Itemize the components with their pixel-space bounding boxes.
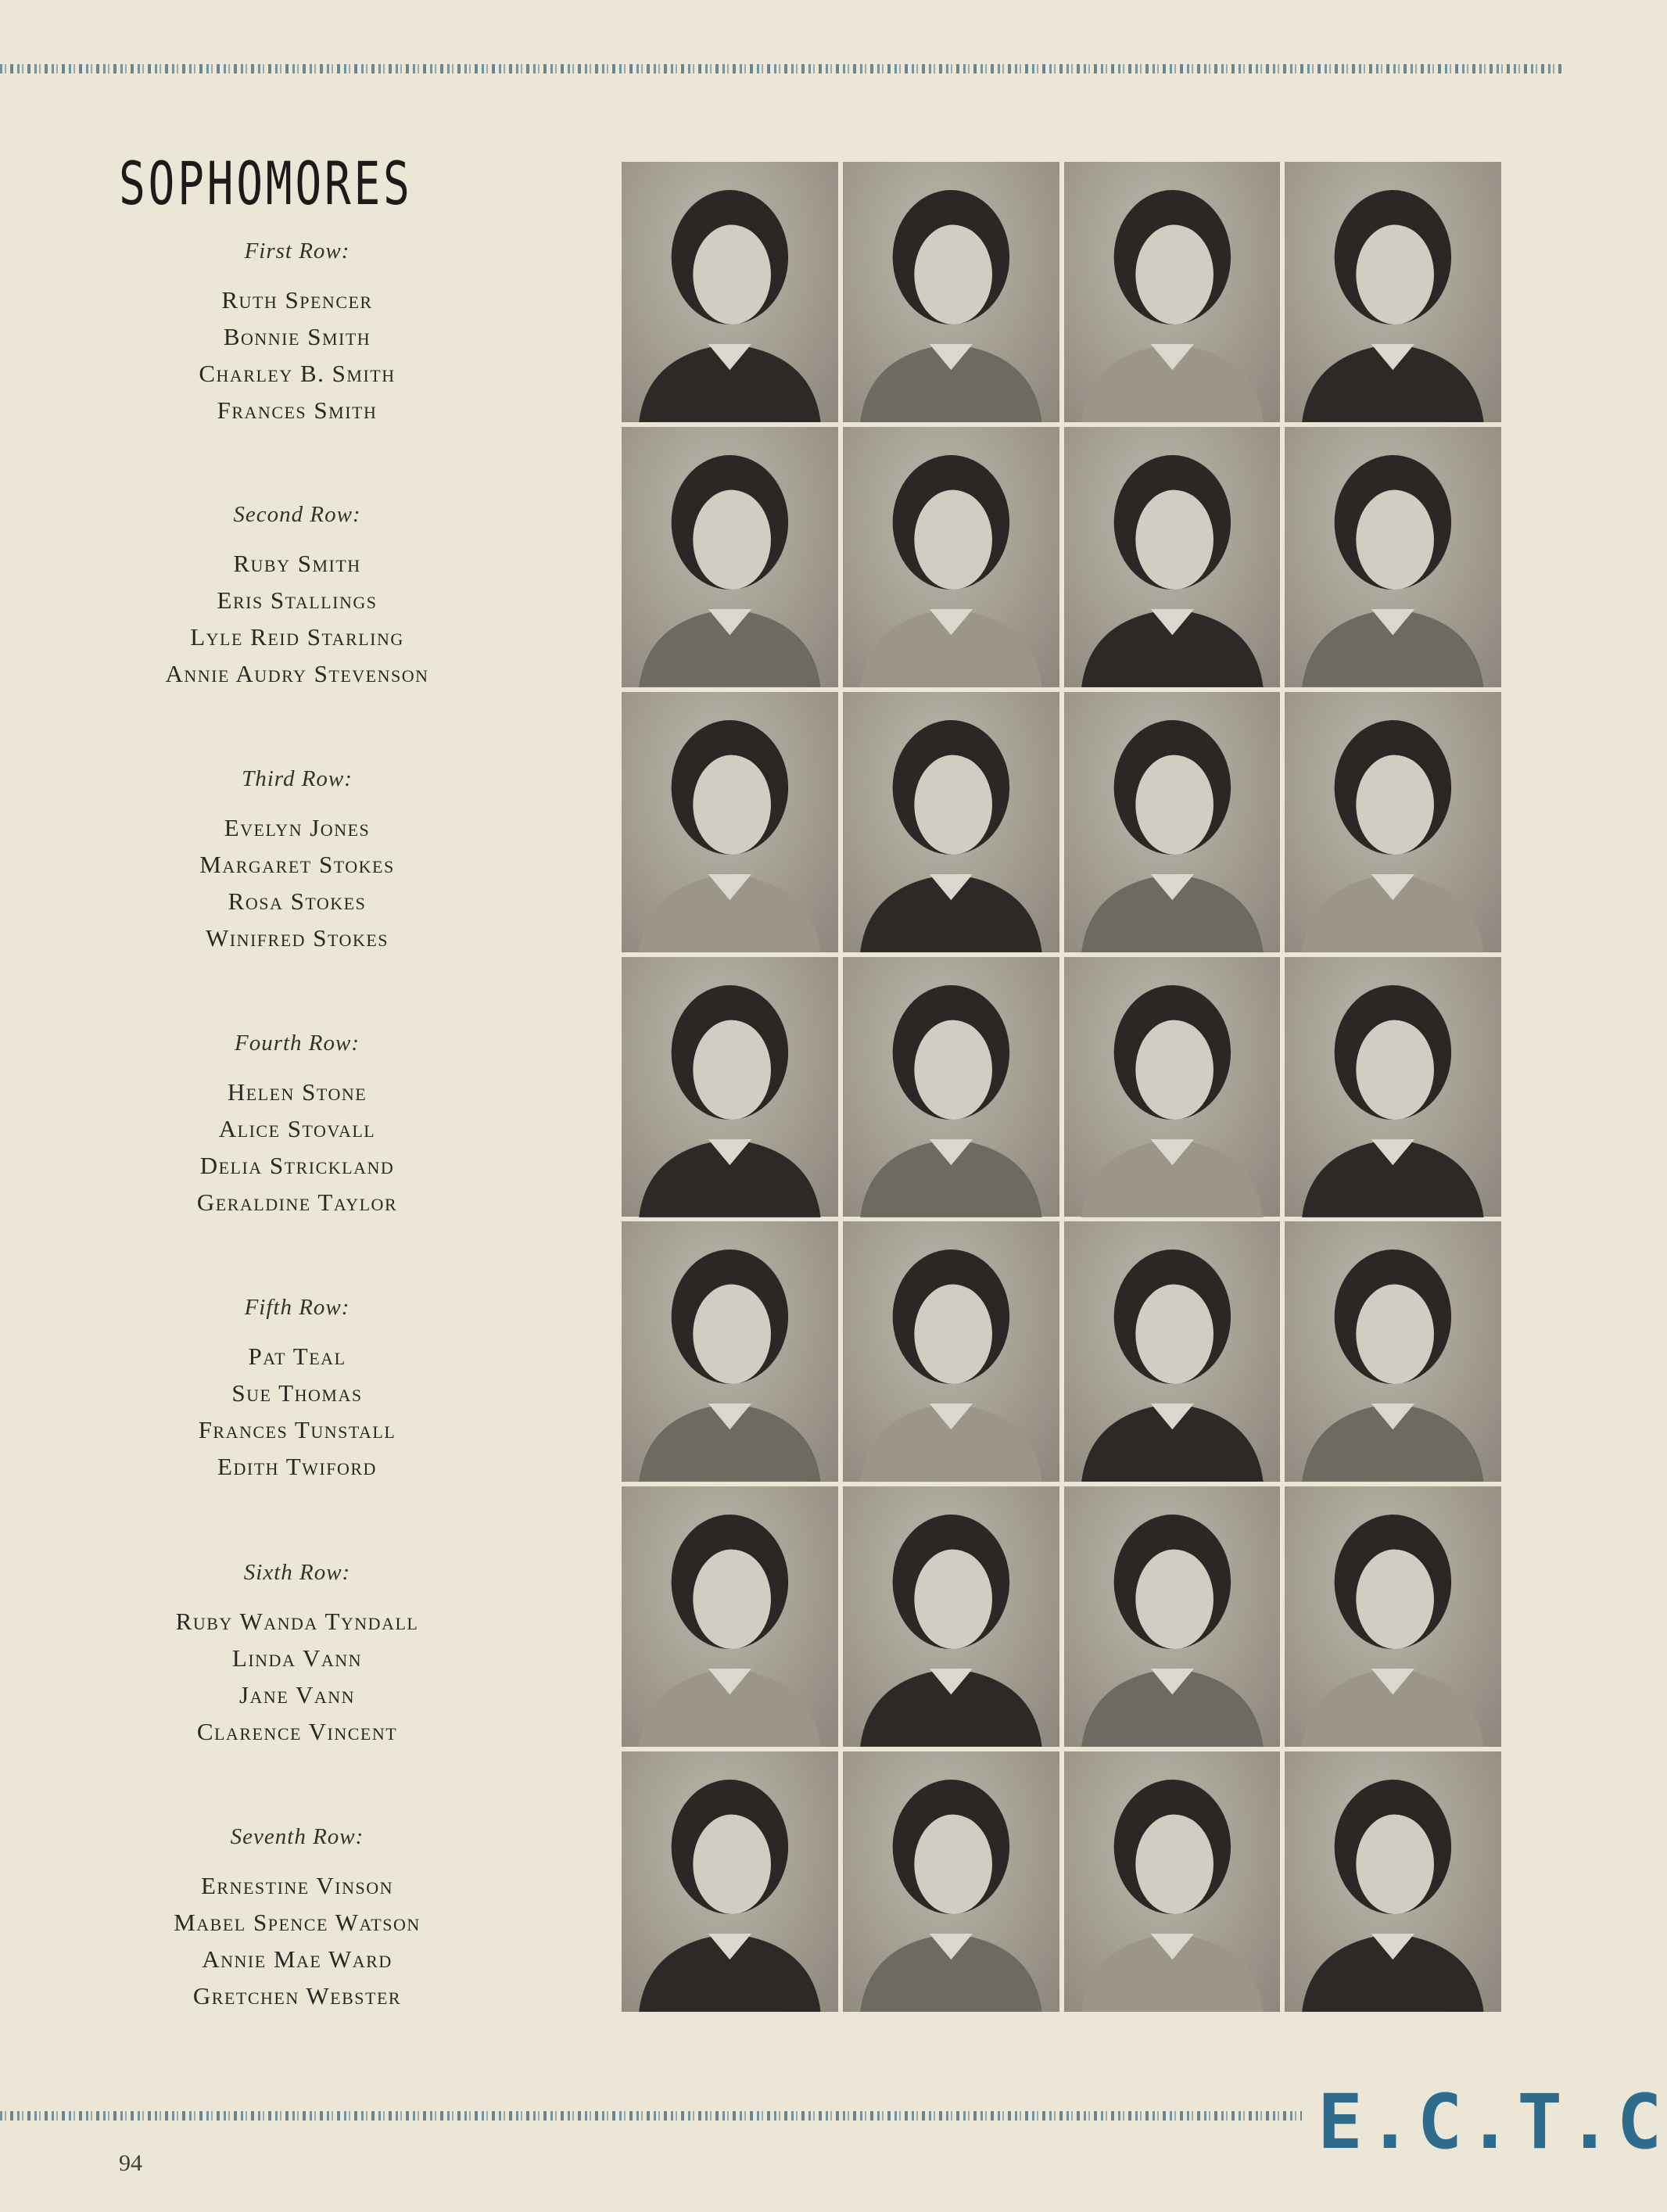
student-portrait: [1285, 1751, 1501, 2012]
page-number: 94: [119, 2150, 142, 2176]
student-portrait: [843, 1486, 1059, 1747]
student-name: Mabel Spence Watson: [174, 1909, 421, 1936]
student-portrait: [843, 957, 1059, 1217]
student-name: Gretchen Webster: [192, 1982, 402, 2009]
student-name: Frances Tunstall: [198, 1416, 396, 1443]
student-name: Jane Vann: [238, 1681, 356, 1708]
student-portrait: [1285, 162, 1501, 422]
student-name: Margaret Stokes: [199, 851, 395, 878]
student-portrait: [1285, 1221, 1501, 1482]
student-name: Clarence Vincent: [196, 1718, 398, 1745]
student-name: Sue Thomas: [231, 1379, 363, 1407]
photo-grid: [622, 162, 1501, 2012]
student-name: Geraldine Taylor: [196, 1188, 398, 1216]
student-name: Bonnie Smith: [223, 323, 371, 350]
row-group: [141, 238, 453, 428]
student-portrait: [843, 162, 1059, 422]
decorative-rule-top: [0, 64, 1564, 73]
student-portrait: [622, 957, 838, 1217]
student-portrait: [1064, 957, 1281, 1217]
row-caption: Second Row:: [233, 502, 361, 527]
ectc-logo: E.C.T.C: [1317, 2078, 1667, 2166]
student-portrait: [1064, 1221, 1281, 1482]
student-portrait: [1064, 692, 1281, 952]
row-caption: Fourth Row:: [234, 1031, 360, 1056]
student-name: Delia Strickland: [199, 1152, 395, 1179]
student-portrait: [622, 1221, 838, 1482]
student-name: Frances Smith: [217, 396, 378, 424]
row-caption: Third Row:: [242, 766, 353, 791]
student-name: Lyle Reid Starling: [190, 623, 404, 651]
student-name: Ruby Wanda Tyndall: [175, 1608, 419, 1635]
student-name: Edith Twiford: [217, 1453, 377, 1480]
student-portrait: [1064, 427, 1281, 687]
student-portrait: [622, 1751, 838, 2012]
row-caption: Sixth Row:: [243, 1560, 351, 1585]
student-name: Evelyn Jones: [224, 814, 371, 841]
row-group: [141, 766, 453, 956]
student-name: Charley B. Smith: [199, 360, 396, 387]
student-name: Pat Teal: [248, 1343, 346, 1370]
student-portrait: [1064, 1751, 1281, 2012]
row-caption: Seventh Row:: [230, 1824, 364, 1849]
student-name: Ruby Smith: [233, 550, 361, 577]
row-group: [141, 1295, 453, 1485]
student-portrait: [1285, 427, 1501, 687]
row-group: [141, 1560, 453, 1750]
student-portrait: [1285, 692, 1501, 952]
student-name: Ruth Spencer: [221, 286, 373, 314]
student-portrait: [1285, 1486, 1501, 1747]
student-name: Eris Stallings: [217, 586, 378, 614]
student-portrait: [843, 1221, 1059, 1482]
row-group: [141, 1031, 453, 1221]
student-name: Ernestine Vinson: [200, 1872, 394, 1899]
student-portrait: [843, 427, 1059, 687]
student-name: Linda Vann: [231, 1644, 363, 1672]
student-portrait: [622, 692, 838, 952]
student-portrait: [843, 692, 1059, 952]
student-portrait: [1285, 957, 1501, 1217]
student-portrait: [622, 1486, 838, 1747]
page-title: SOPHOMORES: [119, 149, 413, 218]
student-portrait: [622, 427, 838, 687]
student-name: Rosa Stokes: [228, 887, 367, 915]
row-group: [141, 502, 453, 692]
student-portrait: [843, 1751, 1059, 2012]
student-name: Winifred Stokes: [205, 924, 389, 952]
row-caption: Fifth Row:: [244, 1295, 350, 1320]
row-group: [141, 1824, 453, 2014]
student-portrait: [622, 162, 838, 422]
decorative-rule-bottom: [0, 2111, 1302, 2121]
row-caption: First Row:: [244, 238, 350, 264]
student-name: Helen Stone: [227, 1078, 367, 1106]
student-portrait: [1064, 162, 1281, 422]
student-name: Alice Stovall: [218, 1115, 376, 1142]
student-name: Annie Mae Ward: [202, 1945, 393, 1973]
student-name: Annie Audry Stevenson: [165, 660, 429, 687]
student-portrait: [1064, 1486, 1281, 1747]
